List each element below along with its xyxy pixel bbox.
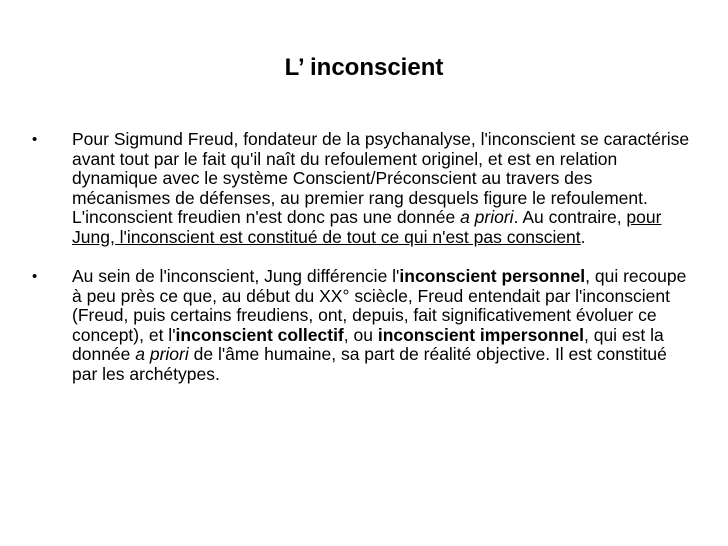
- bullet-item-jung: [30, 267, 690, 384]
- bullet-icon: •: [32, 268, 38, 285]
- italic-phrase: a priori: [460, 207, 514, 227]
- bullet-item-freud: [30, 130, 690, 247]
- bullet-icon: •: [32, 131, 38, 148]
- bullet-text: , qui recoupe à peu près ce que, au début du XX° sciècle, Freud entendait par l'inconscient (Freud, puis certains freudiens, ont, depuis, fait significativement évoluer ce concept), et l': [72, 266, 687, 345]
- underlined-phrase: pour Jung, l'inconscient est constitué de tout ce qui n'est pas conscient: [72, 207, 662, 247]
- bullet-list: [30, 130, 690, 404]
- bold-term: inconscient collectif: [175, 324, 344, 345]
- bullet-text: . Au contraire,: [513, 207, 627, 227]
- slide-title: L’ inconscient: [284, 54, 444, 81]
- bold-term: inconscient personnel: [399, 266, 586, 286]
- bullet-text: Au sein de l'inconscient, Jung différencie l': [72, 266, 400, 286]
- bullet-text: , qui est la donnée: [72, 324, 664, 364]
- italic-phrase: a priori: [135, 344, 189, 364]
- bullet-text: de l'âme humaine, sa part de réalité objective. Il est constitué par les archétypes.: [72, 344, 667, 384]
- bold-term: inconscient impersonnel: [377, 324, 584, 345]
- bullet-text: Pour Sigmund Freud, fondateur de la psychanalyse, l'inconscient se caractérise avant tout par le fait qu'il naît du refoulement originel, et est en relation dynamique avec le système Conscient/Préconscient au travers des mécanismes de défenses, au premier rang desquels figure le refoulement. L'inconscient freudien n'est donc pas une donnée: [72, 129, 690, 227]
- bullet-text: , ou: [343, 324, 378, 345]
- bullet-text: .: [580, 226, 586, 247]
